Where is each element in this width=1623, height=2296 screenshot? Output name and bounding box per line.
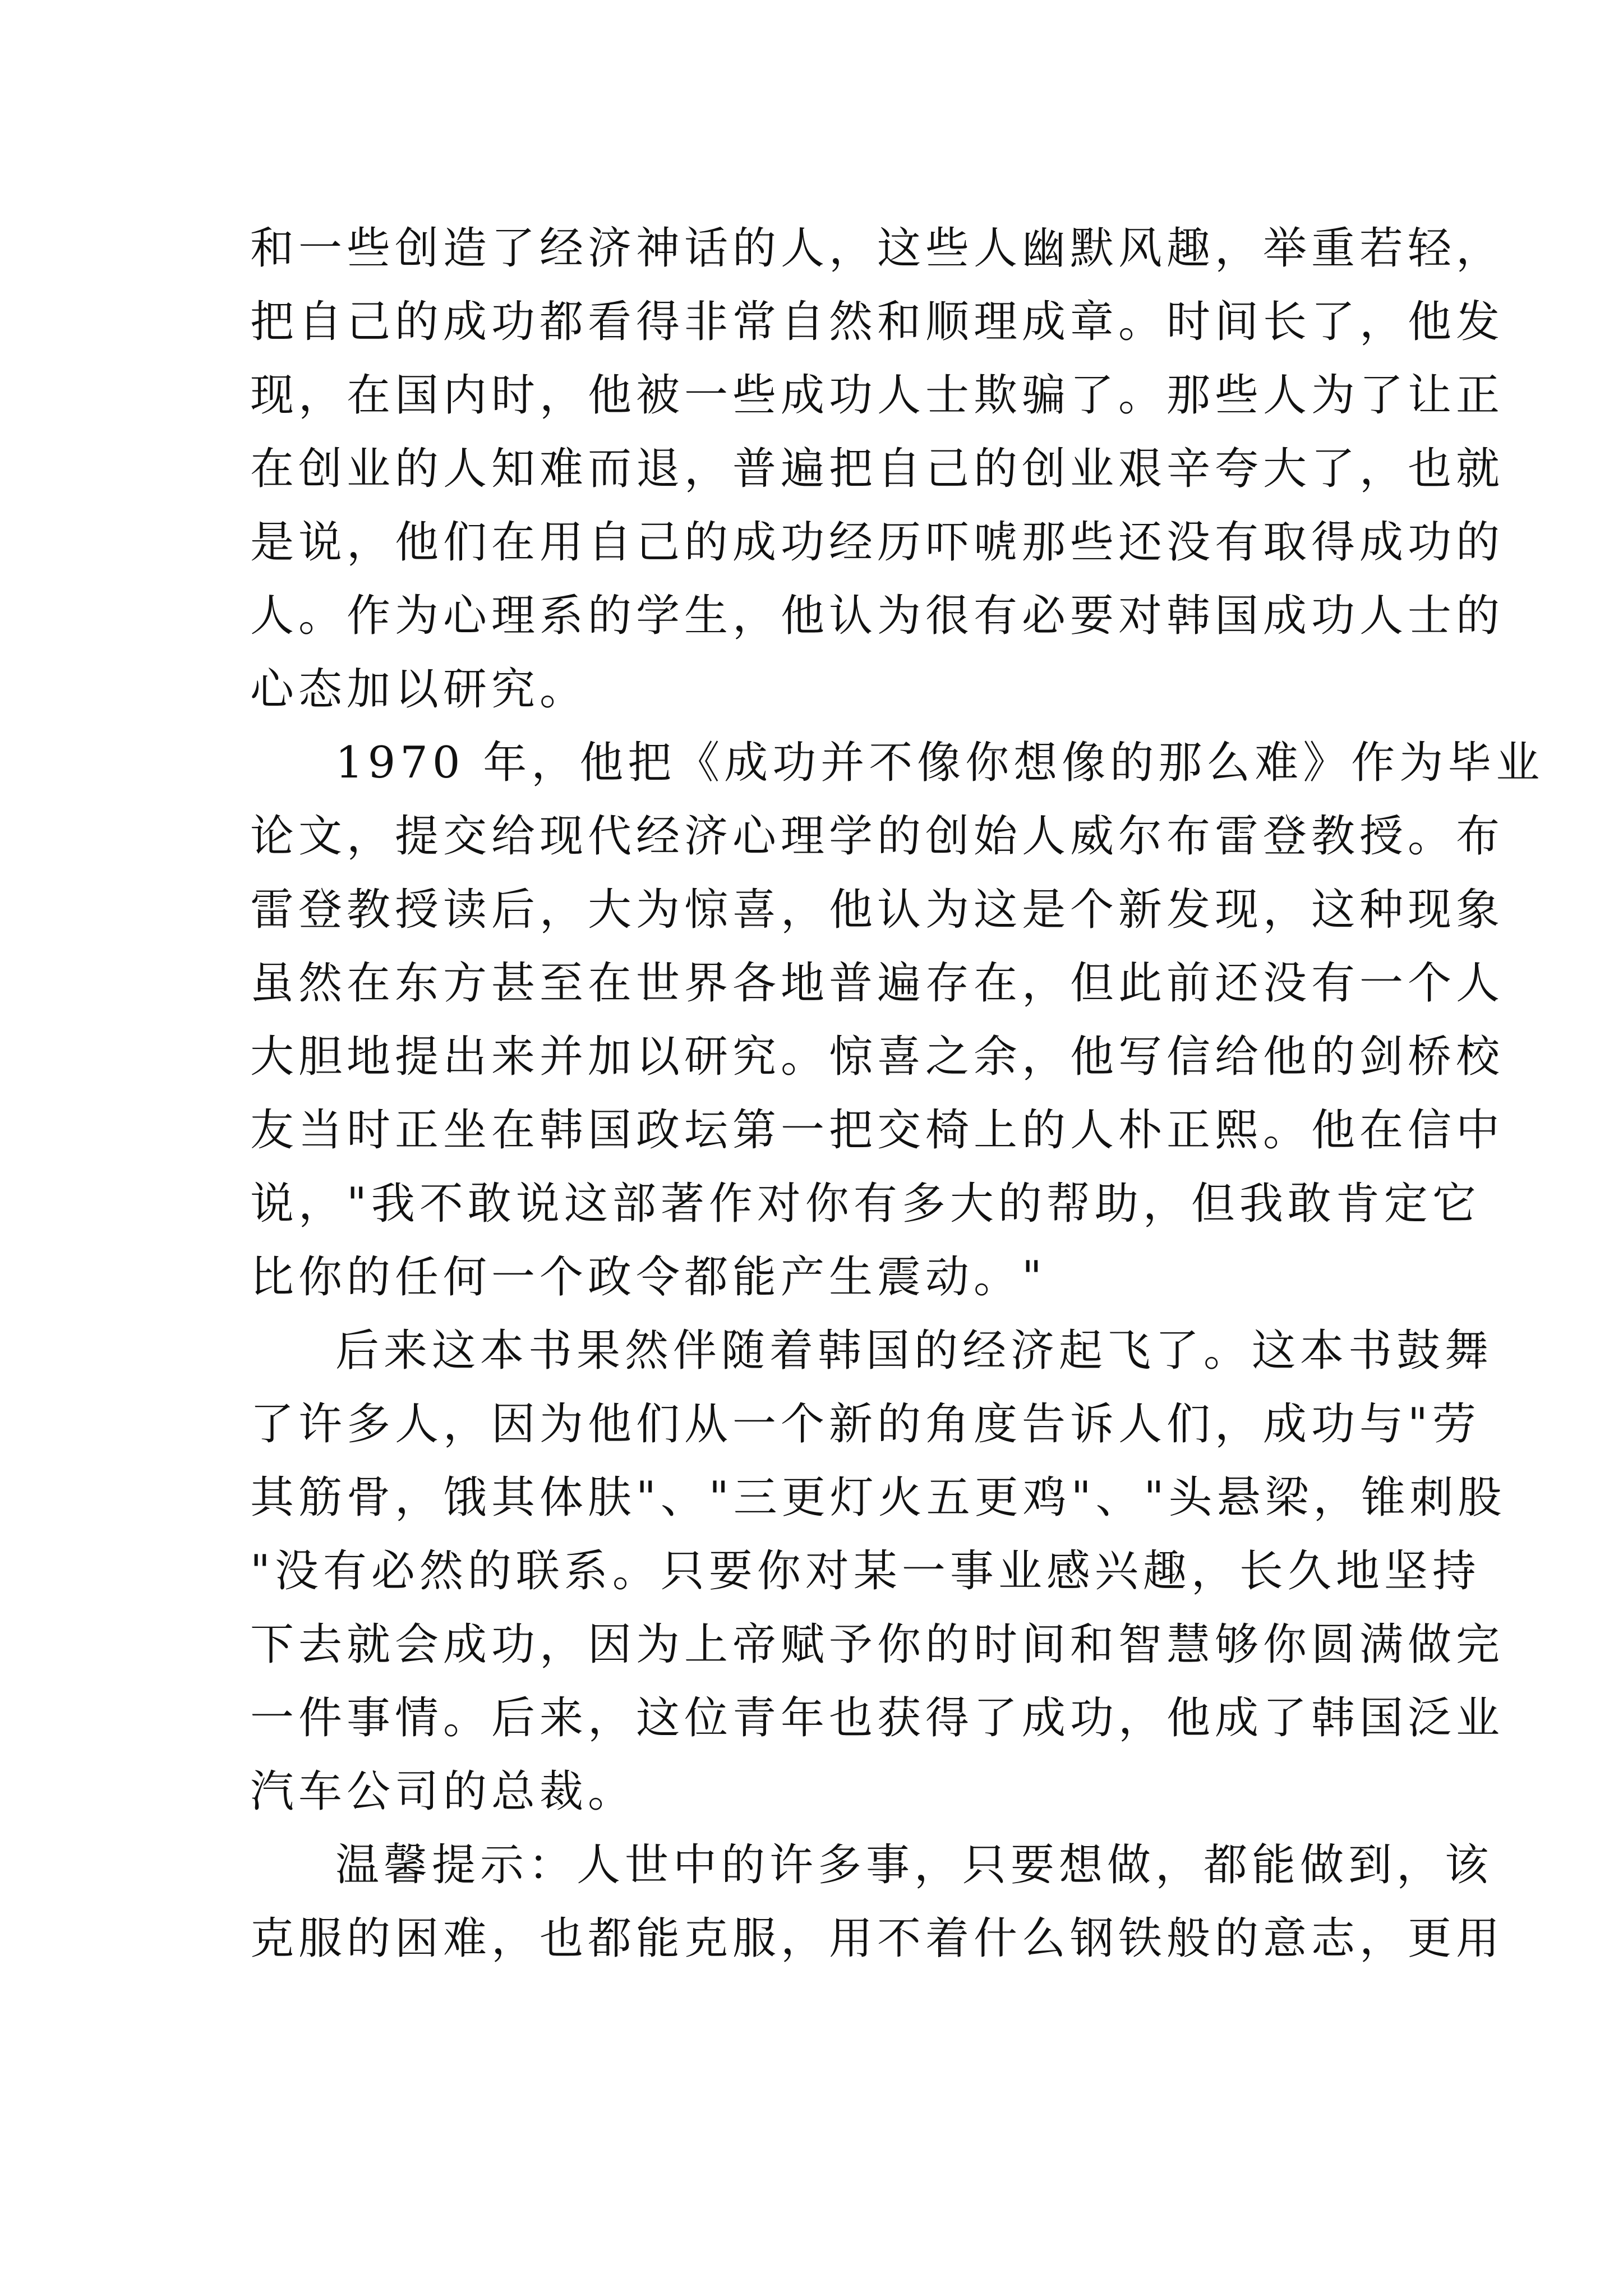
text-line: 现，在国内时，他被一些成功人士欺骗了。那些人为了让正: [250, 370, 1505, 421]
paragraph-1: [250, 212, 1505, 726]
text-line: 1970 年，他把《成功并不像你想像的那么难》作为毕业: [335, 738, 1544, 788]
text-line: 和一些创造了经济神话的人，这些人幽默风趣，举重若轻，: [250, 223, 1505, 274]
text-line: 后来这本书果然伴随着韩国的经济起飞了。这本书鼓舞: [335, 1326, 1493, 1376]
text-line: 一件事情。后来，这位青年也获得了成功，他成了韩国泛业: [250, 1693, 1505, 1743]
text-line: 说，"我不敢说这部著作对你有多大的帮助，但我敢肯定它: [250, 1179, 1481, 1229]
text-line: 在创业的人知难而退，普遍把自己的创业艰辛夸大了，也就: [250, 444, 1505, 494]
document-page: [250, 212, 1544, 1976]
text-line: 人。作为心理系的学生，他认为很有必要对韩国成功人士的: [250, 591, 1505, 641]
text-line: 比你的任何一个政令都能产生震动。": [250, 1252, 1046, 1303]
text-line: "没有必然的联系。只要你对某一事业感兴趣，长久地坚持: [250, 1546, 1481, 1596]
paragraph-3: [250, 1314, 1506, 1829]
text-line: 友当时正坐在韩国政坛第一把交椅上的人朴正熙。他在信中: [250, 1105, 1505, 1156]
text-line: 克服的困难，也都能克服，用不着什么钢铁般的意志，更用: [250, 1913, 1505, 1964]
text-line: 汽车公司的总裁。: [250, 1766, 637, 1817]
text-line: 心态加以研究。: [250, 664, 588, 715]
paragraph-4: [250, 1829, 1505, 1976]
text-line: 其筋骨，饿其体肤"、"三更灯火五更鸡"、"头悬梁，锥刺股: [250, 1473, 1506, 1523]
text-line: 下去就会成功，因为上帝赋予你的时间和智慧够你圆满做完: [250, 1619, 1505, 1670]
text-line: 雷登教授读后，大为惊喜，他认为这是个新发现，这种现象: [250, 885, 1505, 935]
text-line: 把自己的成功都看得非常自然和顺理成章。时间长了，他发: [250, 297, 1505, 347]
text-line: 大胆地提出来并加以研究。惊喜之余，他写信给他的剑桥校: [250, 1032, 1505, 1082]
text-line: 温馨提示：人世中的许多事，只要想做，都能做到，该: [335, 1840, 1493, 1890]
text-line: 了许多人，因为他们从一个新的角度告诉人们，成功与"劳: [250, 1399, 1481, 1450]
text-line: 论文，提交给现代经济心理学的创始人威尔布雷登教授。布: [250, 811, 1505, 862]
text-line: 是说，他们在用自己的成功经历吓唬那些还没有取得成功的: [250, 517, 1505, 568]
paragraph-2: [250, 726, 1544, 1314]
text-line: 虽然在东方甚至在世界各地普遍存在，但此前还没有一个人: [250, 958, 1505, 1009]
